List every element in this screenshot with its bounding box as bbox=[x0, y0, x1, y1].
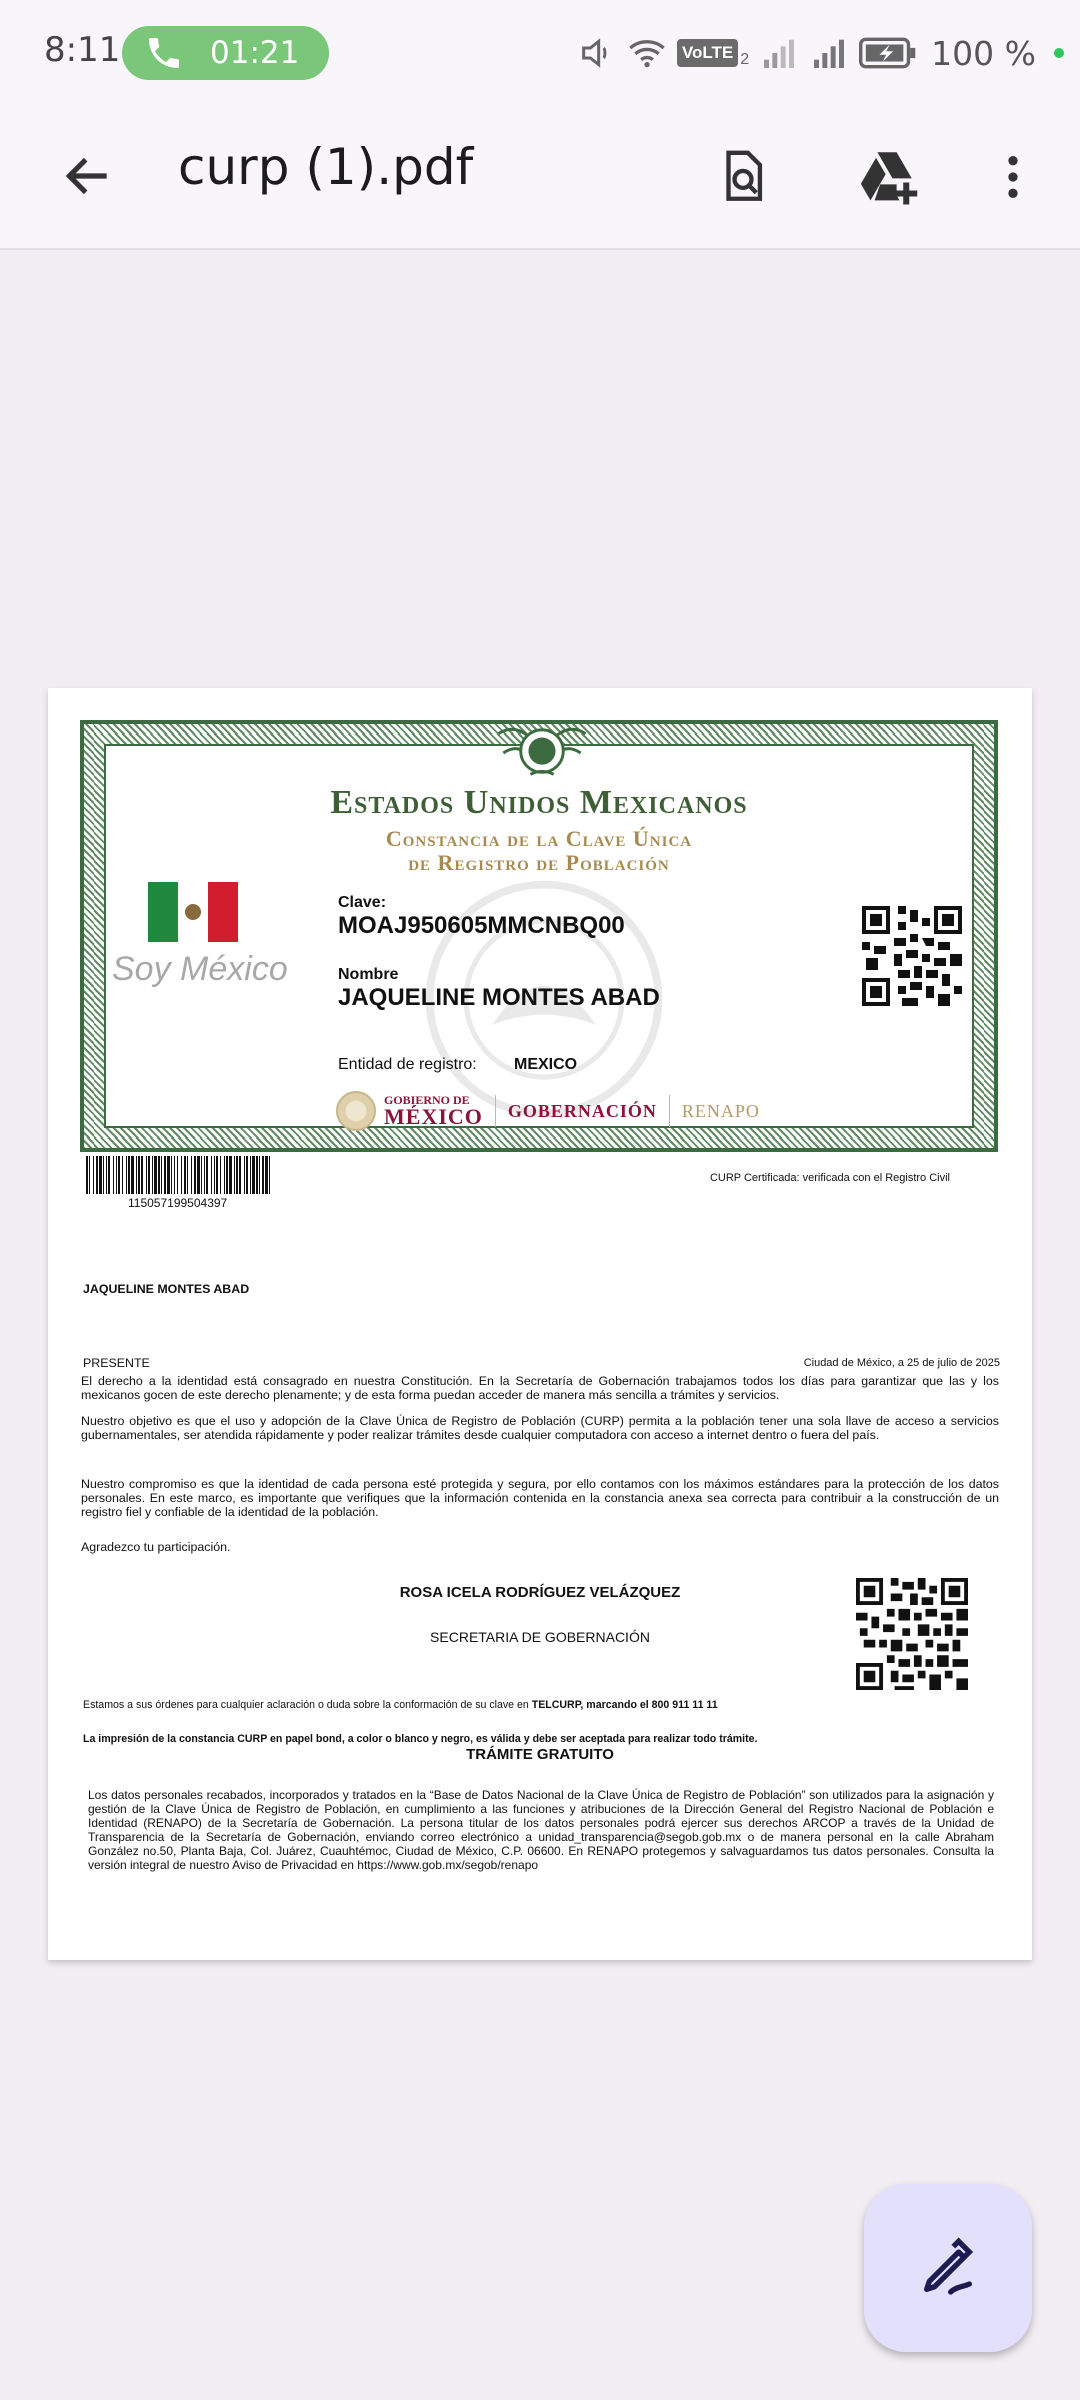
barcode-bar bbox=[126, 1156, 127, 1194]
barcode-bar bbox=[99, 1156, 102, 1194]
barcode-bar bbox=[204, 1156, 205, 1194]
barcode-bar bbox=[136, 1156, 137, 1194]
edit-pen-icon bbox=[916, 2236, 980, 2300]
entidad-value: MEXICO bbox=[514, 1056, 578, 1073]
contact-prefix: Estamos a sus órdenes para cualquier aclaración o duda sobre la conformación de su clave en bbox=[83, 1699, 532, 1711]
barcode bbox=[86, 1156, 276, 1194]
contact-phone: TELCURP, marcando el 800 911 11 11 bbox=[531, 1699, 718, 1711]
back-arrow-icon bbox=[60, 148, 116, 204]
call-duration: 01:21 bbox=[210, 35, 300, 71]
add-to-drive-button[interactable] bbox=[842, 132, 932, 222]
gobierno-mexico-logo bbox=[384, 1094, 483, 1128]
barcode-bar bbox=[141, 1156, 143, 1194]
barcode-bar bbox=[220, 1156, 221, 1194]
barcode-bar bbox=[174, 1156, 175, 1194]
barcode-bar bbox=[234, 1156, 235, 1194]
mexico-flag bbox=[148, 882, 238, 942]
signer-title: SECRETARIA DE GOBERNACIÓN bbox=[430, 1629, 650, 1645]
mexico-label: MÉXICO bbox=[384, 1104, 483, 1129]
app-bar bbox=[0, 104, 1080, 250]
document-search-icon bbox=[714, 148, 772, 206]
signal-icon bbox=[809, 33, 849, 73]
back-button[interactable] bbox=[48, 136, 128, 216]
curp-certified-note: CURP Certificada: verificada con el Registro Civil bbox=[709, 1172, 950, 1184]
ongoing-call-chip[interactable] bbox=[122, 26, 329, 80]
eagle-icon bbox=[185, 904, 201, 920]
barcode-bar bbox=[164, 1156, 166, 1194]
barcode-bar bbox=[93, 1156, 94, 1194]
signal-weak-icon bbox=[759, 33, 799, 73]
drive-add-icon bbox=[854, 144, 920, 210]
barcode-bar bbox=[148, 1156, 150, 1194]
barcode-bar bbox=[211, 1156, 212, 1194]
barcode-bar bbox=[250, 1156, 251, 1194]
barcode-bar bbox=[177, 1156, 178, 1194]
barcode-bar bbox=[256, 1156, 258, 1194]
barcode-bar bbox=[194, 1156, 196, 1194]
barcode-bar bbox=[262, 1156, 264, 1194]
barcode-bar bbox=[236, 1156, 238, 1194]
pdf-viewer[interactable] bbox=[0, 252, 1080, 2400]
barcode-bar bbox=[113, 1156, 114, 1194]
paragraph-1: El derecho a la identidad está consagrado en nuestra Constitución. En la Secretaría de Gobernación trabajamos todos los días para garantizar que las y los mexicanos gocen de este derecho plenamente; y de esta forma puedan acceder de manera más sencilla a trámites y servicios. bbox=[81, 1374, 999, 1402]
barcode-bar bbox=[224, 1156, 225, 1194]
barcode-bar bbox=[138, 1156, 140, 1194]
barcode-bar bbox=[239, 1156, 241, 1194]
barcode-bar bbox=[122, 1156, 123, 1194]
status-bar bbox=[0, 0, 1080, 104]
barcode-number: 115057199504397 bbox=[128, 1196, 228, 1210]
recipient-name: JAQUELINE MONTES ABAD bbox=[83, 1282, 250, 1296]
signature-qr-code bbox=[856, 1578, 968, 1690]
search-document-button[interactable] bbox=[698, 132, 788, 222]
privacy-indicator-dot bbox=[1054, 48, 1064, 58]
signer-name: ROSA ICELA RODRÍGUEZ VELÁZQUEZ bbox=[399, 1584, 681, 1601]
contact-line bbox=[83, 1698, 718, 1712]
phone-icon bbox=[144, 33, 184, 73]
barcode-bar bbox=[86, 1156, 88, 1194]
barcode-bar bbox=[158, 1156, 160, 1194]
barcode-bar bbox=[152, 1156, 153, 1194]
gobierno-label: GOBIERNO DE bbox=[384, 1093, 470, 1107]
volte-badge: VoLTE bbox=[677, 39, 738, 67]
barcode-bar bbox=[106, 1156, 107, 1194]
barcode-bar bbox=[103, 1156, 104, 1194]
barcode-bar bbox=[214, 1156, 215, 1194]
clave-value: MOAJ950605MMCNBQ00 bbox=[338, 912, 625, 939]
barcode-bar bbox=[259, 1156, 260, 1194]
letter-date: Ciudad de México, a 25 de julio de 2025 bbox=[803, 1357, 1000, 1369]
barcode-bar bbox=[167, 1156, 170, 1194]
coat-of-arms-icon bbox=[462, 724, 622, 782]
government-seal-icon bbox=[336, 1091, 376, 1131]
barcode-bar bbox=[96, 1156, 98, 1194]
nombre-label: Nombre bbox=[338, 966, 399, 983]
barcode-bar bbox=[244, 1156, 245, 1194]
barcode-bar bbox=[265, 1156, 268, 1194]
wifi-icon bbox=[627, 33, 667, 73]
battery-percent: 100 % bbox=[931, 33, 1036, 73]
barcode-bar bbox=[184, 1156, 186, 1194]
validity-note: La impresión de la constancia CURP en papel bond, a color o blanco y negro, es válida y debe ser aceptada para realizar todo trámite. bbox=[83, 1733, 758, 1745]
barcode-bar bbox=[226, 1156, 228, 1194]
barcode-bar bbox=[181, 1156, 182, 1194]
curp-certificate bbox=[80, 720, 998, 1152]
edit-fab-button[interactable] bbox=[864, 2184, 1032, 2352]
nombre-value: JAQUELINE MONTES ABAD bbox=[338, 984, 660, 1011]
battery-charging-icon bbox=[859, 33, 917, 73]
barcode-bar bbox=[269, 1156, 270, 1194]
barcode-bar bbox=[128, 1156, 130, 1194]
barcode-bar bbox=[187, 1156, 188, 1194]
sim-number: 2 bbox=[740, 51, 750, 68]
barcode-bar bbox=[118, 1156, 120, 1194]
cert-title: Estados Unidos Mexicanos bbox=[330, 784, 748, 821]
renapo-logo: RENAPO bbox=[681, 1100, 760, 1121]
qr-code bbox=[862, 906, 962, 1006]
barcode-bar bbox=[197, 1156, 200, 1194]
barcode-bar bbox=[108, 1156, 110, 1194]
paragraph-2: Nuestro objetivo es que el uso y adopción de la Clave Única de Registro de Población (CURP) permita a la población tener una sola llave de acceso a servicios gubernamentales, ser atendida rápidamente y poder realizar trámites desde cualquier computadora con acceso a internet dentro o fuera del país. bbox=[81, 1414, 999, 1442]
soy-mexico-logo: Soy México bbox=[112, 950, 288, 988]
barcode-bar bbox=[161, 1156, 162, 1194]
barcode-bar bbox=[146, 1156, 147, 1194]
volume-icon bbox=[577, 33, 617, 73]
barcode-bar bbox=[252, 1156, 255, 1194]
barcode-bar bbox=[131, 1156, 134, 1194]
status-time: 8:11 bbox=[44, 30, 121, 70]
status-icons bbox=[577, 26, 1064, 80]
entidad-label: Entidad de registro: bbox=[338, 1056, 477, 1073]
barcode-bar bbox=[89, 1156, 90, 1194]
barcode-bar bbox=[216, 1156, 218, 1194]
presente-label: PRESENTE bbox=[83, 1356, 150, 1370]
privacy-notice: Los datos personales recabados, incorporados y tratados en la “Base de Datos Nacional de la Clave Única de Registro de Población” son utilizados para la asignación y gestión de la Clave Única de Registro de Población, en cumplimiento a las funciones y atribuciones de la Dirección General del Registro Nacional de Población e Identidad (RENAPO) de la Secretaría de Gobernación. La persona titular de los datos personales podrá ejercer sus derechos ARCOP a través de la Unidad de Transparencia de la Secretaría de Gobernación, enviando correo electrónico a unidad_transparencia@segob.gob.mx o de manera personal en la calle Abraham González no.50, Planta Baja, Col. Juárez, Cuauhtémoc, Ciudad de México, C.P. 06600. En RENAPO protegemos y salvaguardamos tus datos personales. Consulta la versión integral de nuestro Aviso de Privacidad en https://www.gob.mx/segob/renapo bbox=[88, 1788, 994, 1872]
free-procedure-title: TRÁMITE GRATUITO bbox=[466, 1746, 614, 1763]
barcode-bar bbox=[206, 1156, 208, 1194]
barcode-bar bbox=[229, 1156, 232, 1194]
paragraph-3: Nuestro compromiso es que la identidad de cada persona esté protegida y segura, por ello contamos con los máximos estándares para la protección de los datos personales. En este marco, es importante que verifiques que la información contenida en la constancia anexa sea correcta para contribuir a la construcción de un registro fiel y confiable de la identidad de la población. bbox=[81, 1477, 999, 1519]
clave-label: Clave: bbox=[338, 894, 387, 911]
barcode-bar bbox=[171, 1156, 172, 1194]
barcode-bar bbox=[154, 1156, 157, 1194]
barcode-bar bbox=[191, 1156, 192, 1194]
pdf-page bbox=[48, 688, 1032, 1960]
cert-subtitle-2: de Registro de Población bbox=[408, 850, 670, 875]
more-vert-icon bbox=[985, 149, 1041, 205]
barcode-bar bbox=[116, 1156, 117, 1194]
gobernacion-logo: GOBERNACIÓN bbox=[507, 1100, 657, 1121]
barcode-bar bbox=[246, 1156, 248, 1194]
cert-subtitle-1: Constancia de la Clave Única bbox=[385, 826, 693, 851]
barcode-bar bbox=[201, 1156, 202, 1194]
more-options-button[interactable] bbox=[968, 132, 1058, 222]
government-logos bbox=[336, 1089, 760, 1133]
file-title: curp (1).pdf bbox=[178, 138, 474, 196]
thanks-line: Agradezco tu participación. bbox=[81, 1540, 231, 1554]
